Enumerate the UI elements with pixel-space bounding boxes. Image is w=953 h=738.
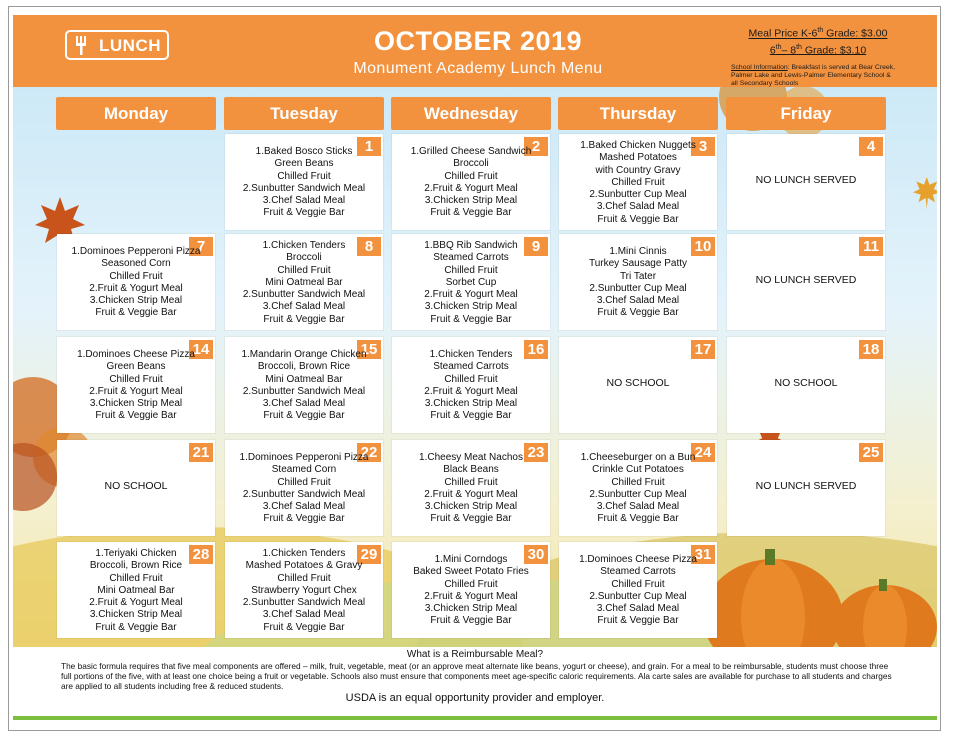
date-number: 3: [691, 137, 715, 156]
menu-item: 1.Cheeseburger on a Bun: [580, 452, 696, 463]
menu-item: Mashed Potatoes: [599, 152, 677, 164]
menu-item: 2.Sunbutter Sandwich Meal: [242, 488, 366, 500]
day-cell: [392, 542, 550, 638]
date-number: 8: [357, 237, 381, 256]
menu-page: [8, 6, 941, 731]
menu-item: 1.Baked Bosco Sticks: [255, 146, 353, 157]
menu-item: Chilled Fruit: [444, 170, 498, 182]
menu-item: Fruit & Veggie Bar: [597, 615, 679, 627]
menu-item: Chilled Fruit: [109, 373, 163, 385]
closure-note: NO SCHOOL: [104, 480, 168, 492]
menu-item: 2.Fruit & Yogurt Meal: [424, 182, 518, 194]
menu-item: with Country Gravy: [595, 164, 681, 176]
day-cell: [727, 440, 885, 536]
day-cell: [727, 234, 885, 330]
menu-item: Mini Oatmeal Bar: [265, 276, 343, 288]
menu-item: 3.Chicken Strip Meal: [424, 301, 518, 313]
day-header-tuesday: Tuesday: [224, 97, 384, 130]
menu-item: Fruit & Veggie Bar: [430, 207, 512, 219]
menu-item: 1.Mini Cinnis: [609, 246, 667, 257]
menu-item: 1.Dominoes Pepperoni Pizza: [239, 452, 369, 463]
closure-note: NO LUNCH SERVED: [755, 480, 857, 492]
menu-item: Crinkle Cut Potatoes: [592, 464, 684, 476]
menu-item: Chilled Fruit: [444, 264, 498, 276]
day-cell: [559, 542, 717, 638]
page-title: OCTOBER 2019: [373, 26, 583, 56]
menu-items: [559, 554, 717, 628]
day-cell: [225, 542, 383, 638]
menu-item: Fruit & Veggie Bar: [597, 307, 679, 319]
day-cell: [225, 134, 383, 230]
meal-price: Meal Price K-6th Grade: $3.00 6th– 8th Grade: $3.10: [748, 27, 888, 56]
day-header-friday: Friday: [726, 97, 886, 130]
day-cell: [559, 234, 717, 330]
menu-item: 1.Dominoes Cheese Pizza: [579, 554, 697, 565]
date-number: 31: [691, 545, 715, 564]
day-cell: [225, 440, 383, 536]
menu-item: 3.Chef Salad Meal: [596, 295, 680, 307]
menu-item: Seasoned Corn: [101, 258, 171, 270]
menu-item: 2.Fruit & Yogurt Meal: [424, 590, 518, 602]
day-cell: [57, 234, 215, 330]
day-cell: [225, 234, 383, 330]
menu-item: Fruit & Veggie Bar: [263, 207, 345, 219]
menu-item: 1.Chicken Tenders: [262, 240, 346, 251]
menu-item: 3.Chicken Strip Meal: [424, 195, 518, 207]
menu-item: Green Beans: [274, 158, 334, 170]
day-cell: [727, 134, 885, 230]
menu-item: Fruit & Veggie Bar: [95, 410, 177, 422]
date-number: 2: [524, 137, 548, 156]
day-cell: [559, 134, 717, 230]
menu-item: Fruit & Veggie Bar: [95, 621, 177, 633]
menu-item: 1.Cheesy Meat Nachos: [419, 452, 523, 463]
menu-item: 3.Chicken Strip Meal: [89, 295, 183, 307]
menu-item: 2.Fruit & Yogurt Meal: [89, 385, 183, 397]
menu-item: 1.Chicken Tenders: [429, 349, 513, 360]
day-cell: [57, 337, 215, 433]
menu-item: 3.Chef Salad Meal: [262, 398, 346, 410]
menu-item: 1.Mini Corndogs: [434, 554, 508, 565]
date-number: 15: [357, 340, 381, 359]
school-information: School Information: Breakfast is served at Bear Creek, Palmer Lake and Lewis-Palmer Elementary School & all Secondary Schools: [731, 64, 895, 88]
day-header-monday: Monday: [56, 97, 216, 130]
day-header-thursday: Thursday: [558, 97, 718, 130]
menu-item: 1.Grilled Cheese Sandwich: [410, 146, 532, 157]
reimbursable-explanation: The basic formula requires that five meal components are offered – milk, fruit, vegetable, meat (or an approve meat alternate like beans, yogurt or cheese), and grain. For a meal to be reimbursable, students must choose three full portions of the five, with at least one choice being a fruit or vegetable. Schools also must ensure that components meet age-specific caloric requirements. Ala carte sales are available for purchase to all students and charges are applied to all students including free & reduced students.: [61, 661, 892, 691]
menu-item: 3.Chef Salad Meal: [596, 603, 680, 615]
date-number: 25: [859, 443, 883, 462]
menu-item: Fruit & Veggie Bar: [263, 621, 345, 633]
menu-item: 1.Dominoes Cheese Pizza: [77, 349, 195, 360]
menu-item: Steamed Carrots: [600, 566, 676, 578]
menu-item: 1.Chicken Tenders: [262, 548, 346, 559]
date-number: 16: [524, 340, 548, 359]
menu-item: 3.Chef Salad Meal: [262, 195, 346, 207]
menu-item: Mini Oatmeal Bar: [265, 373, 343, 385]
menu-item: 3.Chef Salad Meal: [596, 501, 680, 513]
menu-item: 2.Sunbutter Sandwich Meal: [242, 289, 366, 301]
menu-item: Fruit & Veggie Bar: [597, 513, 679, 525]
date-number: 24: [691, 443, 715, 462]
menu-item: 2.Fruit & Yogurt Meal: [89, 597, 183, 609]
menu-item: Chilled Fruit: [277, 572, 331, 584]
date-number: 29: [357, 545, 381, 564]
menu-item: Chilled Fruit: [611, 476, 665, 488]
date-number: 11: [859, 237, 883, 256]
menu-items: [559, 246, 717, 320]
menu-item: Fruit & Veggie Bar: [597, 213, 679, 225]
menu-item: 3.Chicken Strip Meal: [89, 609, 183, 621]
menu-item: 3.Chicken Strip Meal: [89, 398, 183, 410]
menu-items: [225, 452, 383, 526]
reimbursable-question: What is a Reimbursable Meal?: [406, 649, 544, 660]
day-cell: [225, 337, 383, 433]
menu-item: 2.Sunbutter Cup Meal: [589, 282, 687, 294]
menu-item: Tri Tater: [619, 270, 657, 282]
closure-note: NO SCHOOL: [774, 377, 838, 389]
date-number: 4: [859, 137, 883, 156]
menu-item: Mini Oatmeal Bar: [97, 584, 175, 596]
menu-item: Steamed Corn: [271, 464, 337, 476]
menu-items: [392, 554, 550, 628]
date-number: 7: [189, 237, 213, 256]
menu-item: Chilled Fruit: [277, 264, 331, 276]
menu-item: Black Beans: [443, 464, 499, 476]
menu-item: 3.Chicken Strip Meal: [424, 501, 518, 513]
date-number: 17: [691, 340, 715, 359]
menu-items: [392, 146, 550, 220]
day-cell: [392, 134, 550, 230]
menu-item: Fruit & Veggie Bar: [263, 513, 345, 525]
menu-item: 2.Sunbutter Sandwich Meal: [242, 385, 366, 397]
menu-items: [392, 349, 550, 423]
closure-note: NO SCHOOL: [606, 377, 670, 389]
menu-item: Broccoli: [453, 158, 489, 170]
date-number: 23: [524, 443, 548, 462]
menu-item: Fruit & Veggie Bar: [430, 513, 512, 525]
menu-item: Broccoli: [286, 252, 322, 264]
menu-item: Chilled Fruit: [277, 476, 331, 488]
logo-label: LUNCH: [99, 36, 161, 55]
menu-items: [559, 140, 717, 226]
menu-items: [57, 548, 215, 634]
usda-statement: USDA is an equal opportunity provider and employer.: [345, 692, 605, 704]
menu-item: Green Beans: [106, 361, 166, 373]
menu-item: 2.Fruit & Yogurt Meal: [89, 282, 183, 294]
menu-item: 1.Baked Chicken Nuggets: [580, 140, 696, 151]
header-banner: [13, 15, 937, 87]
date-number: 10: [691, 237, 715, 256]
menu-item: 3.Chef Salad Meal: [262, 501, 346, 513]
menu-items: [225, 240, 383, 326]
menu-item: Mashed Potatoes & Gravy: [245, 560, 363, 572]
menu-item: 3.Chef Salad Meal: [596, 201, 680, 213]
menu-item: 1.BBQ Rib Sandwich: [424, 240, 518, 251]
date-number: 28: [189, 545, 213, 564]
menu-item: Chilled Fruit: [444, 476, 498, 488]
menu-items: [392, 452, 550, 526]
menu-item: 3.Chicken Strip Meal: [424, 603, 518, 615]
menu-items: [225, 548, 383, 634]
day-cell: [559, 440, 717, 536]
fork-icon: [74, 35, 92, 55]
day-cell: [727, 337, 885, 433]
menu-item: Chilled Fruit: [109, 270, 163, 282]
menu-item: Chilled Fruit: [444, 373, 498, 385]
menu-items: [57, 349, 215, 423]
menu-item: 2.Fruit & Yogurt Meal: [424, 488, 518, 500]
menu-item: 2.Sunbutter Sandwich Meal: [242, 597, 366, 609]
menu-item: Chilled Fruit: [444, 578, 498, 590]
menu-item: Chilled Fruit: [277, 170, 331, 182]
date-number: 30: [524, 545, 548, 564]
closure-note: NO LUNCH SERVED: [755, 174, 857, 186]
lunch-logo: [65, 30, 169, 60]
menu-item: Fruit & Veggie Bar: [263, 313, 345, 325]
day-cell: [57, 440, 215, 536]
menu-item: Steamed Carrots: [433, 252, 509, 264]
menu-item: Fruit & Veggie Bar: [430, 313, 512, 325]
date-number: 9: [524, 237, 548, 256]
menu-item: 2.Fruit & Yogurt Meal: [424, 385, 518, 397]
menu-item: 1.Teriyaki Chicken: [95, 548, 177, 559]
date-number: 14: [189, 340, 213, 359]
closure-note: NO LUNCH SERVED: [755, 274, 857, 286]
menu-item: 3.Chicken Strip Meal: [424, 398, 518, 410]
menu-item: 3.Chef Salad Meal: [262, 301, 346, 313]
menu-item: Fruit & Veggie Bar: [95, 307, 177, 319]
menu-item: Fruit & Veggie Bar: [263, 410, 345, 422]
menu-item: Chilled Fruit: [109, 572, 163, 584]
menu-item: 1.Dominoes Pepperoni Pizza: [71, 246, 201, 257]
date-number: 18: [859, 340, 883, 359]
menu-item: Strawberry Yogurt Chex: [251, 584, 357, 596]
menu-items: [57, 246, 215, 320]
menu-item: Sorbet Cup: [445, 276, 497, 288]
menu-item: 2.Sunbutter Sandwich Meal: [242, 182, 366, 194]
menu-item: 3.Chef Salad Meal: [262, 609, 346, 621]
menu-item: 2.Sunbutter Cup Meal: [589, 590, 687, 602]
day-cell: [392, 337, 550, 433]
date-number: 22: [357, 443, 381, 462]
day-cell: [559, 337, 717, 433]
day-cell: [392, 234, 550, 330]
menu-item: Broccoli, Brown Rice: [89, 560, 183, 572]
menu-items: [225, 349, 383, 423]
menu-item: Broccoli, Brown Rice: [257, 361, 351, 373]
menu-item: Chilled Fruit: [611, 578, 665, 590]
menu-items: [225, 146, 383, 220]
menu-item: 2.Fruit & Yogurt Meal: [424, 289, 518, 301]
menu-item: Fruit & Veggie Bar: [430, 615, 512, 627]
day-header-wednesday: Wednesday: [391, 97, 551, 130]
menu-item: 2.Sunbutter Cup Meal: [589, 488, 687, 500]
menu-item: Chilled Fruit: [611, 176, 665, 188]
menu-item: Turkey Sausage Patty: [588, 258, 687, 270]
menu-item: Baked Sweet Potato Fries: [413, 566, 529, 578]
menu-items: [559, 452, 717, 526]
day-cell: [392, 440, 550, 536]
footer: [13, 647, 937, 712]
date-number: 1: [357, 137, 381, 156]
date-number: 21: [189, 443, 213, 462]
menu-item: 1.Mandarin Orange Chicken: [241, 349, 367, 360]
maple-leaf-icon: [913, 177, 937, 209]
menu-item: Steamed Carrots: [433, 361, 509, 373]
menu-item: 2.Sunbutter Cup Meal: [589, 189, 687, 201]
day-cell: [57, 542, 215, 638]
menu-item: Fruit & Veggie Bar: [430, 410, 512, 422]
footer-green-bar: [13, 716, 937, 720]
page-subtitle: Monument Academy Lunch Menu: [353, 60, 603, 77]
menu-items: [392, 240, 550, 326]
